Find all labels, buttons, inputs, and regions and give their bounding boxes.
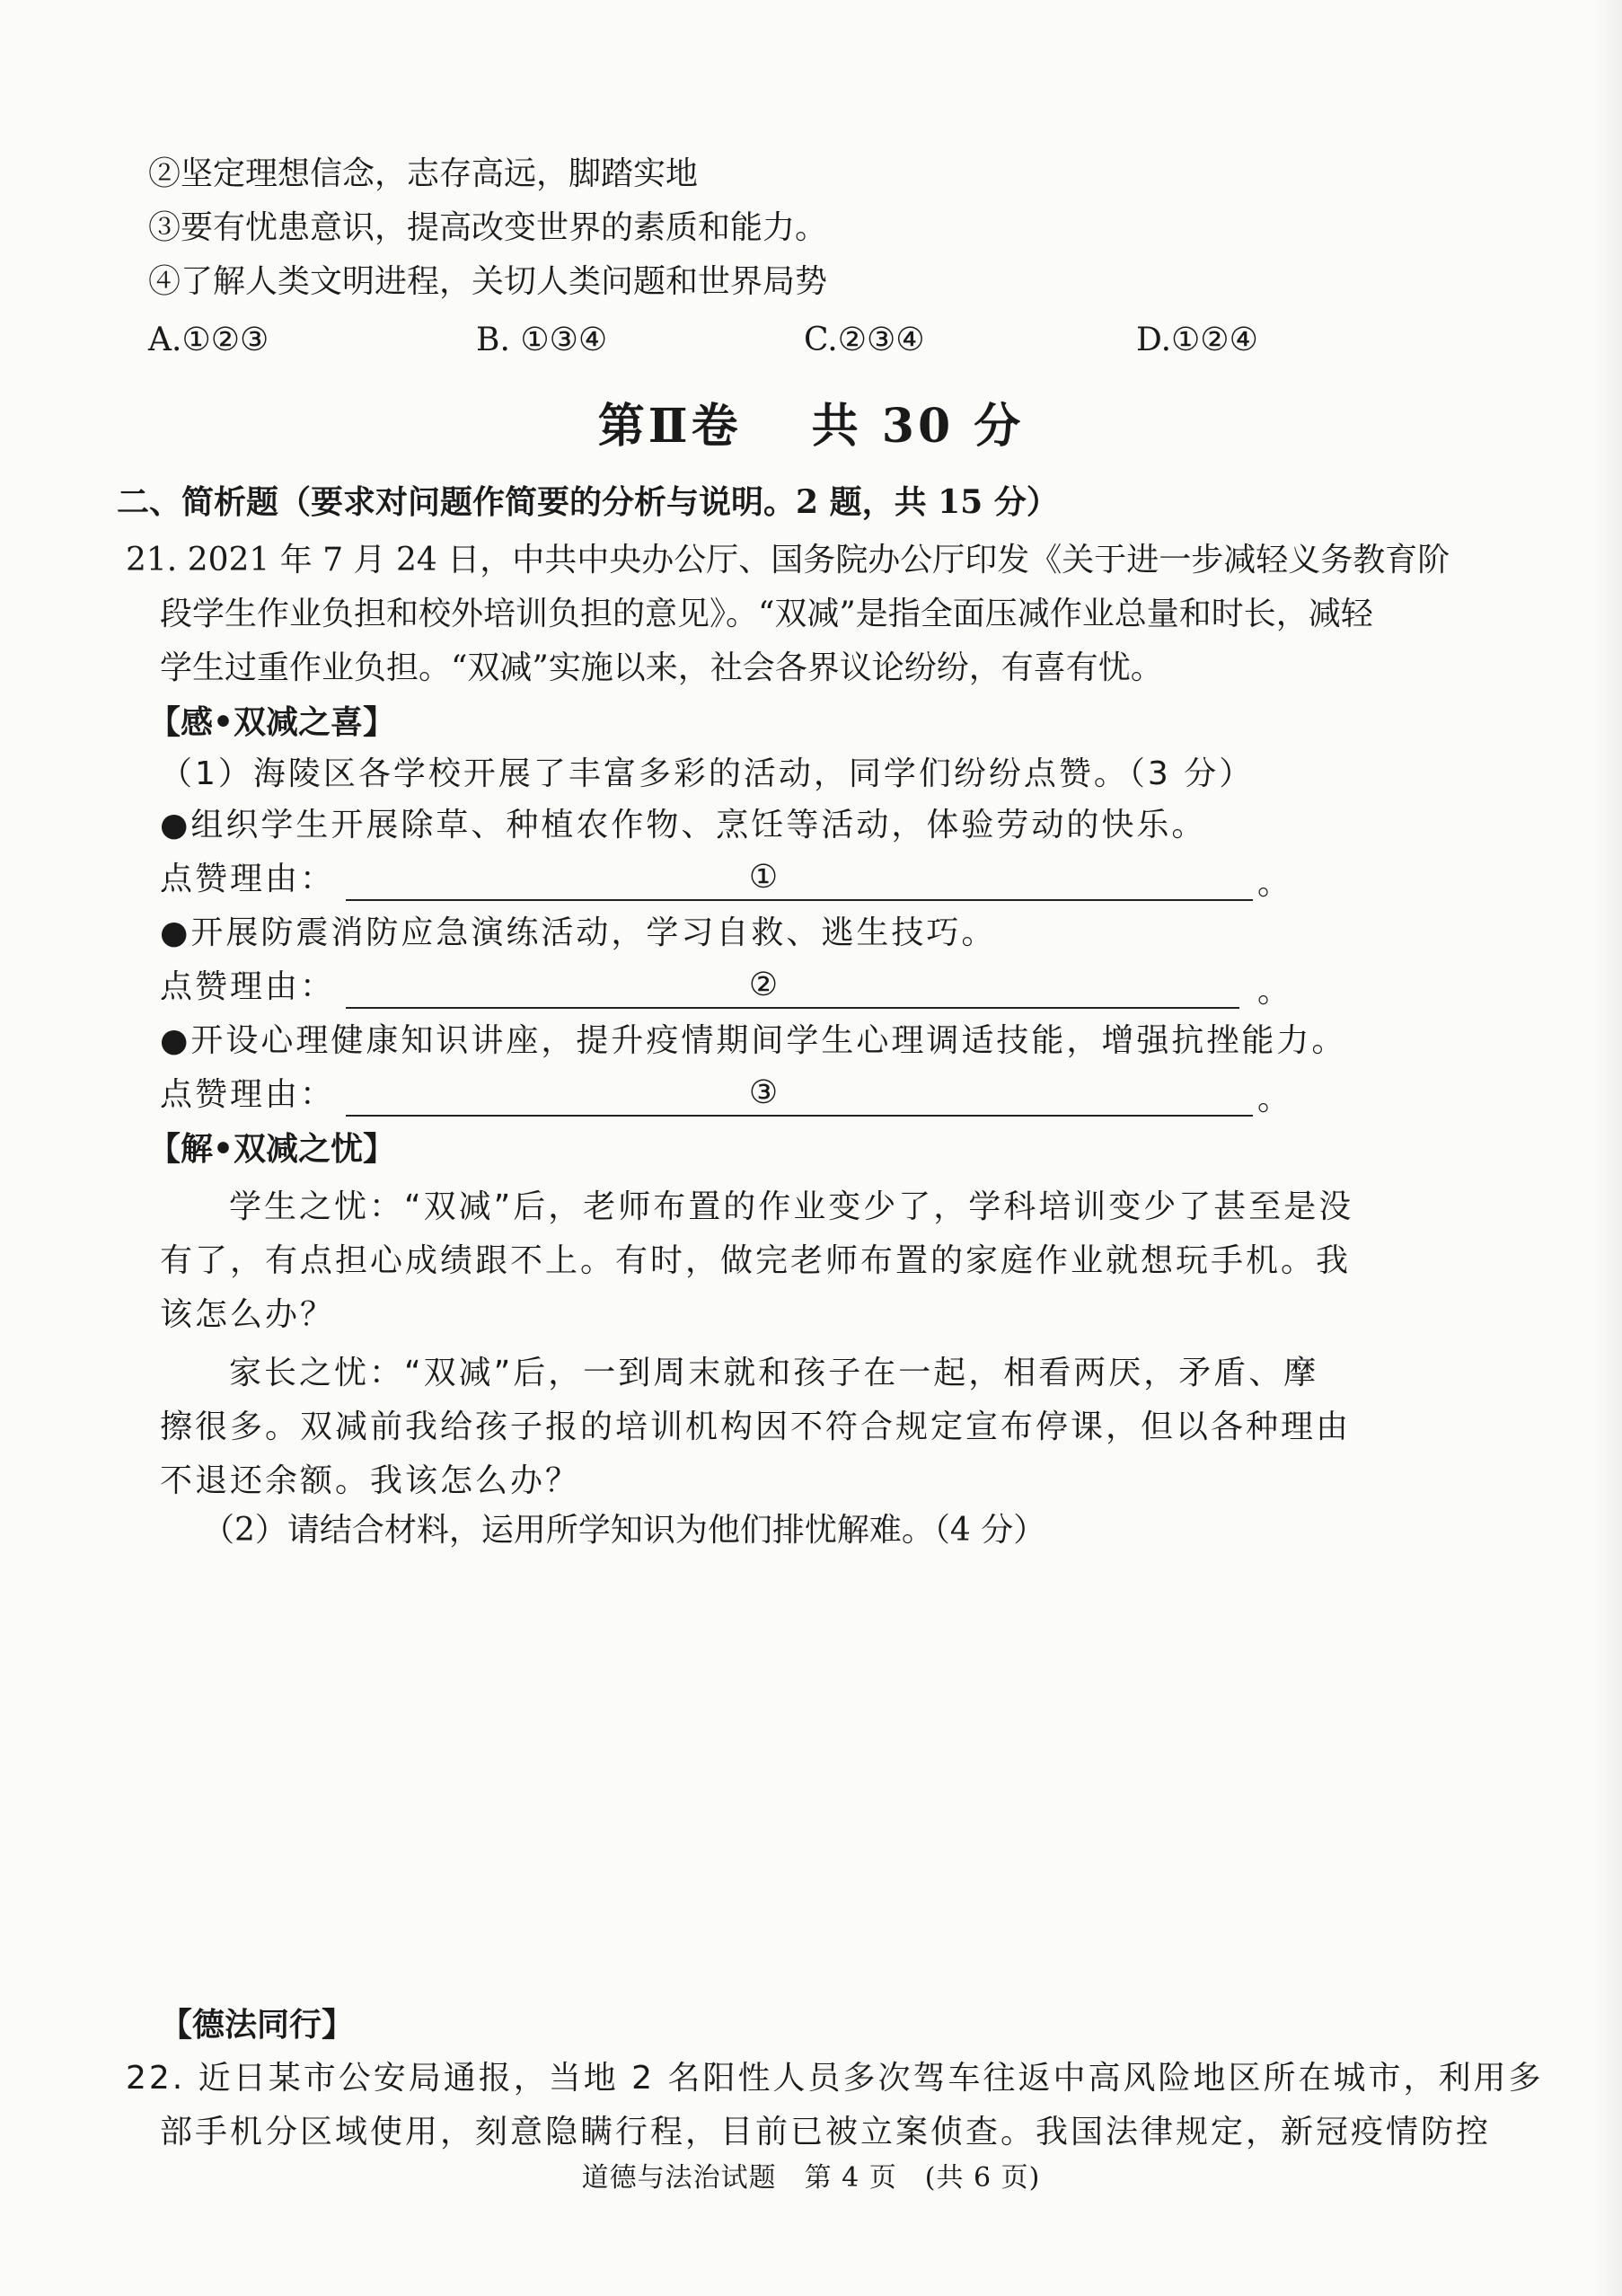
period-2: 。	[1257, 973, 1291, 1010]
student-worry-line-2: 有了，有点担心成绩跟不上。有时，做完老师布置的家庭作业就想玩手机。我	[160, 1242, 1352, 1279]
parent-worry-line-1: 家长之忧：“双减”后，一到周末就和孩子在一起，相看两厌，矛盾、摩	[229, 1355, 1319, 1391]
parent-worry-line-2: 擦很多。双减前我给孩子报的培训机构因不符合规定宣布停课，但以各种理由	[160, 1409, 1352, 1445]
period-3: 。	[1257, 1081, 1291, 1117]
bullet-labor: ●组织学生开展除草、种植农作物、烹饪等活动，体验劳动的快乐。	[160, 807, 1207, 843]
parent-worry-line-3: 不退还余额。我该怎么办？	[160, 1462, 581, 1499]
blank-number-3: ③	[748, 1074, 779, 1111]
bullet-psychology: ●开设心理健康知识讲座，提升疫情期间学生心理调适技能，增强抗挫能力。	[160, 1022, 1347, 1059]
option-item-2: ②坚定理想信念，志存高远，脚踏实地	[148, 155, 699, 192]
choice-a: A.①②③	[148, 322, 269, 358]
q21-sub-question-2: （2）请结合材料，运用所学知识为他们排忧解难。（4 分）	[202, 1512, 1046, 1549]
student-worry-line-1: 学生之忧：“双减”后，老师布置的作业变少了，学科培训变少了甚至是没	[229, 1188, 1354, 1225]
q22-stem-line-1: 22. 近日某市公安局通报，当地 2 名阳性人员多次驾车往返中高风险地区所在城市，利用多	[126, 2060, 1544, 2097]
reason-label-1: 点赞理由：	[160, 861, 336, 897]
joy-heading: 【感•双减之喜】	[148, 703, 396, 741]
q21-sub-question-1: （1）海陵区各学校开展了丰富多彩的活动，同学们纷纷点赞。（3 分）	[160, 755, 1255, 792]
q21-stem-line-3: 学生过重作业负担。“双减”实施以来，社会各界议论纷纷，有喜有忧。	[160, 649, 1163, 686]
worry-heading: 【解•双减之忧】	[148, 1130, 396, 1168]
option-item-4: ④了解人类文明进程，关切人类问题和世界局势	[148, 263, 828, 300]
scan-shadow	[1595, 0, 1622, 2296]
bullet-drill: ●开展防震消防应急演练活动，学习自救、逃生技巧。	[160, 914, 997, 951]
answer-area[interactable]	[160, 1563, 1417, 1985]
choice-c: C.②③④	[804, 322, 925, 358]
section-title: 第Ⅱ卷 共 30 分	[597, 399, 1025, 454]
choice-b: B. ①③④	[476, 322, 608, 358]
answer-blank-3[interactable]	[346, 1073, 1253, 1117]
choice-d: D.①②④	[1136, 322, 1258, 358]
q22-heading: 【德法同行】	[160, 2006, 355, 2044]
blank-number-2: ②	[748, 967, 779, 1003]
reason-label-2: 点赞理由：	[160, 968, 336, 1005]
answer-blank-2[interactable]	[346, 966, 1239, 1009]
page-footer: 道德与法治试题 第 4 页 (共 6 页)	[581, 2162, 1041, 2194]
q21-stem-line-1: 21. 2021 年 7 月 24 日，中共中央办公厅、国务院办公厅印发《关于进一步减轻义务教育阶	[126, 542, 1450, 578]
answer-blank-1[interactable]	[346, 858, 1253, 901]
reason-label-3: 点赞理由：	[160, 1076, 336, 1113]
period-1: 。	[1257, 865, 1291, 902]
option-item-3: ③要有忧患意识，提高改变世界的素质和能力。	[148, 209, 828, 246]
student-worry-line-3: 该怎么办？	[160, 1296, 336, 1333]
q21-stem-line-2: 段学生作业负担和校外培训负担的意见》。“双减”是指全面压减作业总量和时长，减轻	[160, 596, 1373, 632]
section-heading: 二、简析题（要求对问题作简要的分析与说明。2 题，共 15 分）	[117, 483, 1059, 521]
q22-stem-line-2: 部手机分区域使用，刻意隐瞒行程，目前已被立案侦查。我国法律规定，新冠疫情防控	[160, 2114, 1492, 2150]
blank-number-1: ①	[748, 859, 779, 896]
